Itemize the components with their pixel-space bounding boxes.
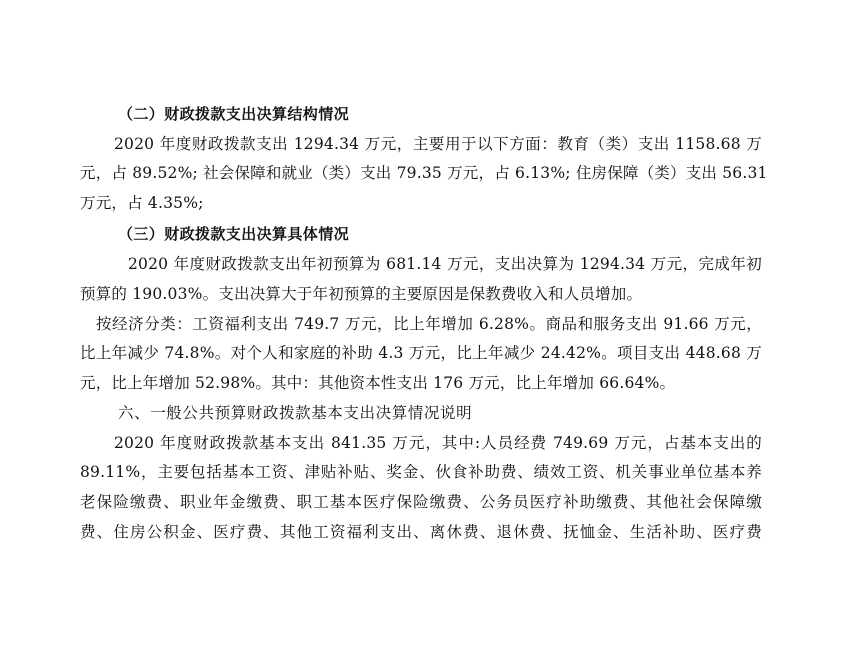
paragraph-line: 费、住房公积金、医疗费、其他工资福利支出、离休费、退休费、抚恤金、生活补助、医疗费 [80,523,762,541]
section-two-heading: （二）财政拨款支出决算结构情况 [118,105,350,123]
paragraph-line: 比上年减少 74.8%。对个人和家庭的补助 4.3 万元，比上年减少 24.42%。项目支出 448.68 万 [80,344,762,362]
paragraph-line: 2020 年度财政拨款基本支出 841.35 万元，其中:人员经费 749.69 万元，占基本支出的 [114,434,762,452]
paragraph-line: 万元，占 4.35%; [80,194,204,212]
paragraph-line: 2020 年度财政拨款支出 1294.34 万元，主要用于以下方面：教育（类）支出 1158.68 万 [114,135,762,153]
paragraph-line: 按经济分类：工资福利支出 749.7 万元，比上年增加 6.28%。商品和服务支出 91.66 万元， [96,315,762,333]
paragraph-line: 元，比上年增加 52.98%。其中：其他资本性支出 176 万元，比上年增加 66.64%。 [80,374,676,392]
paragraph-line: 预算的 190.03%。支出决算大于年初预算的主要原因是保教费收入和人员增加。 [80,285,643,303]
section-six-heading: 六、一般公共预算财政拨款基本支出决算情况说明 [118,404,473,422]
paragraph-line: 元，占 89.52%; 社会保障和就业（类）支出 79.35 万元，占 6.13%; 住房保障（类）支出 56.31 [80,164,768,182]
paragraph-line: 老保险缴费、职业年金缴费、职工基本医疗保险缴费、公务员医疗补助缴费、其他社会保障缴 [80,493,762,511]
section-three-heading: （三）财政拨款支出决算具体情况 [118,225,350,243]
paragraph-line: 2020 年度财政拨款支出年初预算为 681.14 万元，支出决算为 1294.34 万元，完成年初 [128,255,762,273]
paragraph-line: 89.11%，主要包括基本工资、津贴补贴、奖金、伙食补助费、绩效工资、机关事业单位基本养 [80,463,762,481]
